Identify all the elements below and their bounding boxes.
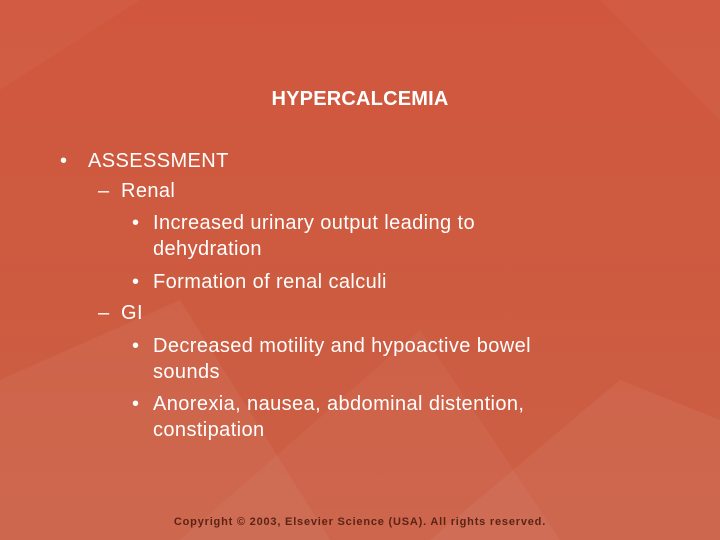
slide-title: HYPERCALCEMIA — [271, 88, 449, 110]
dash-marker: – — [98, 180, 110, 202]
bullet-marker: • — [132, 212, 140, 234]
list-item-line: constipation — [153, 419, 265, 441]
copyright-notice: Copyright © 2003, Elsevier Science (USA). All rights reserved. — [173, 516, 547, 528]
list-item-line: Formation of renal calculi — [153, 271, 387, 293]
dash-marker: – — [98, 302, 110, 324]
assessment-heading: ASSESSMENT — [88, 150, 229, 172]
bullet-marker: • — [60, 150, 68, 172]
bullet-marker: • — [132, 393, 140, 415]
list-item-line: Anorexia, nausea, abdominal distention, — [153, 393, 525, 415]
list-item-line: dehydration — [153, 238, 262, 260]
section-heading-gi: GI — [121, 302, 143, 324]
list-item-line: sounds — [153, 361, 220, 383]
bullet-marker: • — [132, 335, 140, 357]
list-item-line: Increased urinary output leading to — [153, 212, 475, 234]
bullet-marker: • — [132, 271, 140, 293]
list-item-line: Decreased motility and hypoactive bowel — [153, 335, 532, 357]
section-heading-renal: Renal — [121, 180, 176, 202]
